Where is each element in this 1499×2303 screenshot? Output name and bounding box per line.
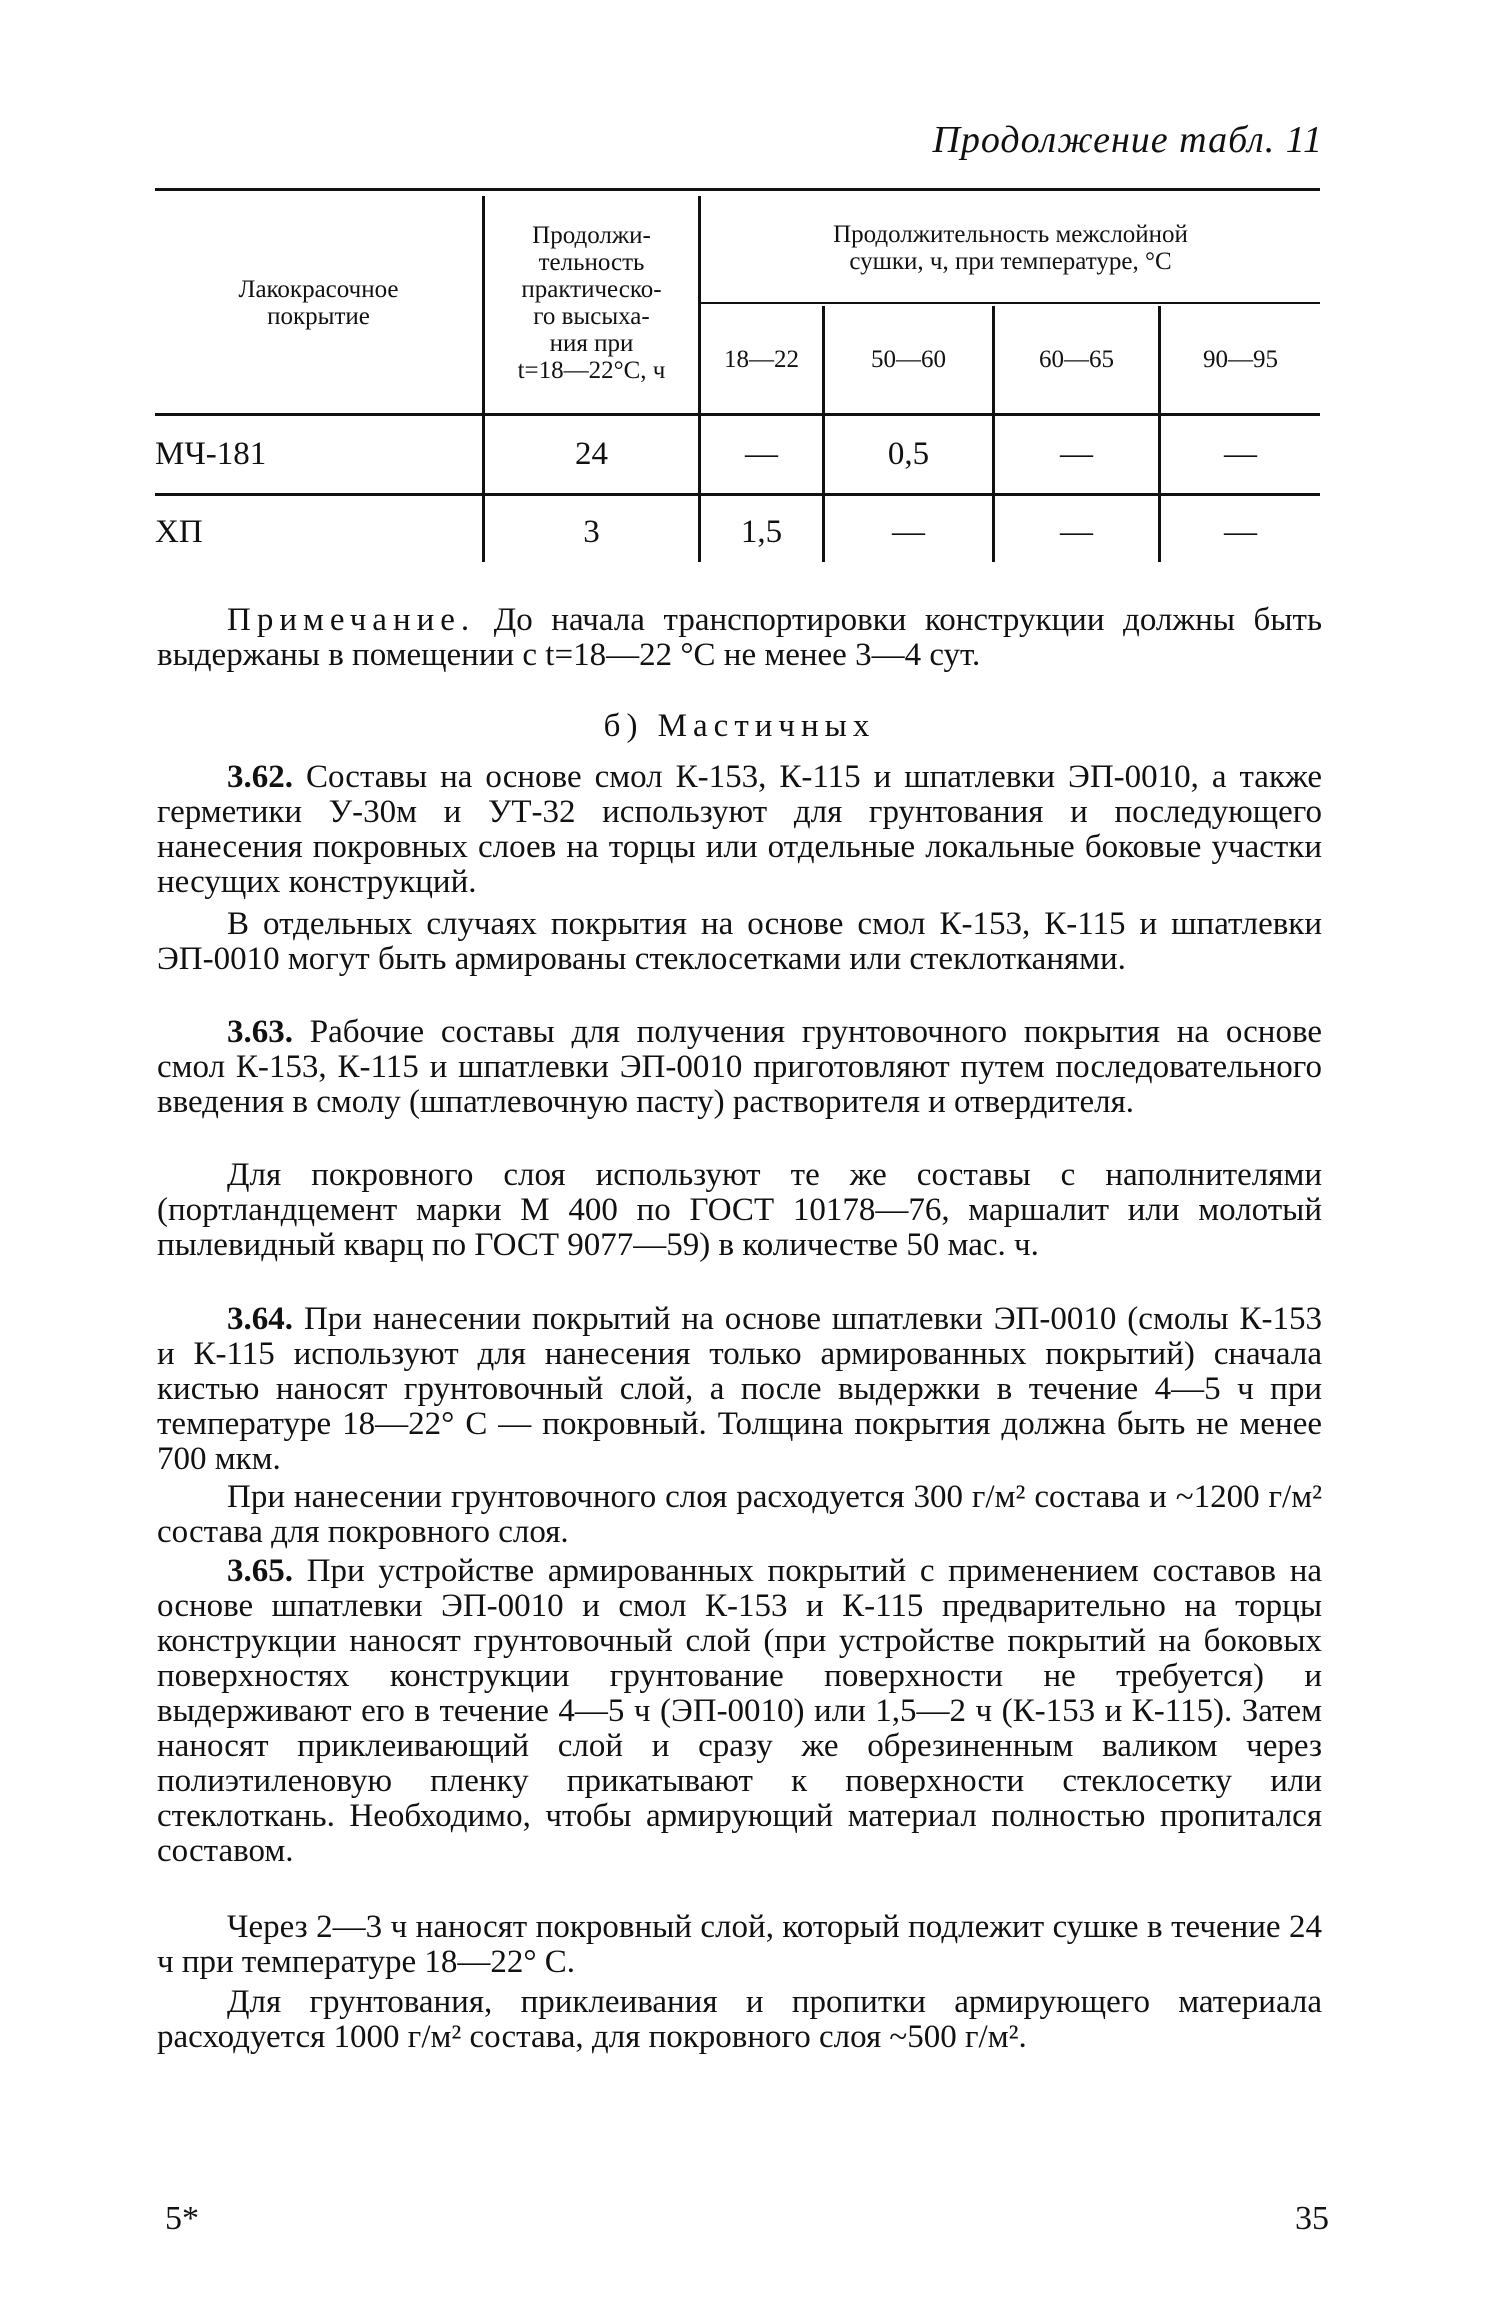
header-interlayer-drying: [701, 194, 1320, 302]
header-temp-4: [1161, 306, 1320, 412]
paragraph-text: Рабочие составы для получения грунтовочного покрытия на основе смол К-153, К-115 и шпатлевки ЭП-0010 приготовляют путем последовательного введения в смолу (шпатлевочную пасту) растворителя и отвердителя.: [157, 1014, 1322, 1120]
header-temp-label: 90—95: [1203, 345, 1278, 373]
paragraph-text: При нанесении покрытий на основе шпатлевки ЭП-0010 (смолы К-153 и К-115 используют для нанесения только армированных покрытий) сначала кистью наносят грунтовочный слой, а после выдержки в течение 4—5 ч при температуре 18—22° С — покровный. Толщина покрытия должна быть не менее 700 мкм.: [157, 1301, 1322, 1477]
row-value: —: [1224, 513, 1257, 550]
table-row-2-v2: [825, 496, 992, 568]
paragraph-text: Для покровного слоя используют те же составы с наполнителями (портландцемент марки М 400 по ГОСТ 10178—76, маршалит или молотый пылевидный кварц по ГОСТ 9077—59) в количестве 50 мас. ч.: [157, 1157, 1322, 1263]
paragraph-text: Составы на основе смол К-153, К-115 и шпатлевки ЭП-0010, а также герметики У-30м и УТ-32 используют для грунтования и последующего нанесения покровных слоев на торцы или отдельные локальные боковые участки несущих конструкций.: [157, 759, 1322, 900]
table-row-1-v2: [825, 416, 992, 493]
row-name: МЧ-181: [155, 436, 267, 472]
table-row-2-v4: [1161, 496, 1320, 568]
table-row-2-name: [155, 496, 215, 568]
footer-signature-mark: 5*: [165, 2200, 199, 2237]
table-top-rule: [155, 188, 1320, 191]
header-coating-label: Лакокрасочное покрытие: [238, 276, 399, 330]
paragraph-text: При нанесении грунтовочного слоя расходуется 300 г/м² состава и ~1200 г/м² состава для покровного слоя.: [157, 1479, 1322, 1550]
table-note: [157, 603, 1322, 673]
paragraph-3-65: [157, 1554, 1322, 1869]
header-coating: [155, 194, 482, 412]
paragraph-number: 3.64.: [227, 1301, 293, 1337]
paragraph-3-62-cont: [157, 907, 1322, 977]
header-temp-1: [701, 306, 822, 412]
row-value: —: [892, 513, 925, 550]
paragraph-3-65-cont-1: [157, 1910, 1322, 1980]
row-value: 3: [583, 513, 600, 550]
table-continuation-caption: Продолжение табл. 11: [932, 119, 1323, 161]
row-name: ХП: [155, 513, 203, 550]
paragraph-3-63: [157, 1015, 1322, 1120]
paragraph-text: При устройстве армированных покрытий с применением составов на основе шпатлевки ЭП-0010 и смол К-153 и К-115 предварительно на торцы конструкции наносят грунтовочный слой (при устройстве покрытий на боковых поверхностях конструкции грунтование поверхности не требуется) и выдерживают его в течение 4—5 ч (ЭП-0010) или 1,5—2 ч (К-153 и К-115). Затем наносят приклеивающий слой и сразу же обрезиненным валиком через полиэтиленовую пленку прикатывают к поверхности стеклосетку или стеклоткань. Необходимо, чтобы армирующий материал полностью пропитался составом.: [157, 1553, 1322, 1869]
paragraph-text: Через 2—3 ч наносят покровный слой, который подлежит сушке в течение 24 ч при температуре 18—22° С.: [157, 1909, 1322, 1980]
page-number: 35: [1295, 2200, 1329, 2237]
section-subtitle: б) Мастичных: [603, 708, 876, 744]
table-row-1-v1: [701, 416, 822, 493]
paragraph-3-64-cont: [157, 1480, 1322, 1550]
table-row-1-v3: [995, 416, 1158, 493]
paragraph-3-63-cont: [157, 1158, 1322, 1263]
row-value: 24: [575, 436, 608, 472]
row-value: —: [1224, 436, 1257, 472]
table-row-2-v3: [995, 496, 1158, 568]
header-temp-3: [995, 306, 1158, 412]
paragraph-3-65-cont-2: [157, 1985, 1322, 2055]
note-text: До начала транспортировки конструкции должны быть выдержаны в помещении с t=18—22 °С не менее 3—4 сут.: [157, 602, 1322, 673]
paragraph-text: Для грунтования, приклеивания и пропитки армирующего материала расходуется 1000 г/м² состава, для покровного слоя ~500 г/м².: [157, 1984, 1322, 2055]
drying-table: [155, 188, 1320, 568]
paragraph-number: 3.63.: [227, 1014, 293, 1050]
table-row-1-v4: [1161, 416, 1320, 493]
paragraph-number: 3.65.: [227, 1553, 293, 1589]
row-value: —: [1060, 436, 1093, 472]
note-label: Примечание.: [227, 602, 476, 638]
paragraph-number: 3.62.: [227, 759, 293, 795]
paragraph-3-62: [157, 760, 1322, 900]
table-row-2-v1: [701, 496, 822, 568]
row-value: 0,5: [887, 436, 930, 472]
header-temp-label: 60—65: [1039, 345, 1114, 373]
row-value: 1,5: [740, 513, 783, 550]
header-practical-drying-label: Продолжи- тельность практическо- го высыха- ния при t=18—22°C, ч: [517, 222, 666, 384]
row-value: —: [745, 436, 778, 472]
paragraph-3-64: [157, 1302, 1322, 1477]
table-row-1-practical: [485, 416, 698, 493]
header-interlayer-drying-label: Продолжительность межслойной сушки, ч, при температуре, °С: [833, 221, 1188, 275]
header-temp-2: [825, 306, 992, 412]
table-row-2-practical: [485, 496, 698, 568]
row-value: —: [1060, 513, 1093, 550]
header-practical-drying: [485, 194, 698, 412]
header-temp-label: 18—22: [724, 345, 799, 373]
paragraph-text: В отдельных случаях покрытия на основе смол К-153, К-115 и шпатлевки ЭП-0010 могут быть армированы стеклосетками или стеклотканями.: [157, 906, 1322, 977]
header-temp-label: 50—60: [871, 345, 946, 373]
table-row-1-name: [155, 416, 275, 493]
interlayer-header-rule: [698, 302, 1320, 304]
